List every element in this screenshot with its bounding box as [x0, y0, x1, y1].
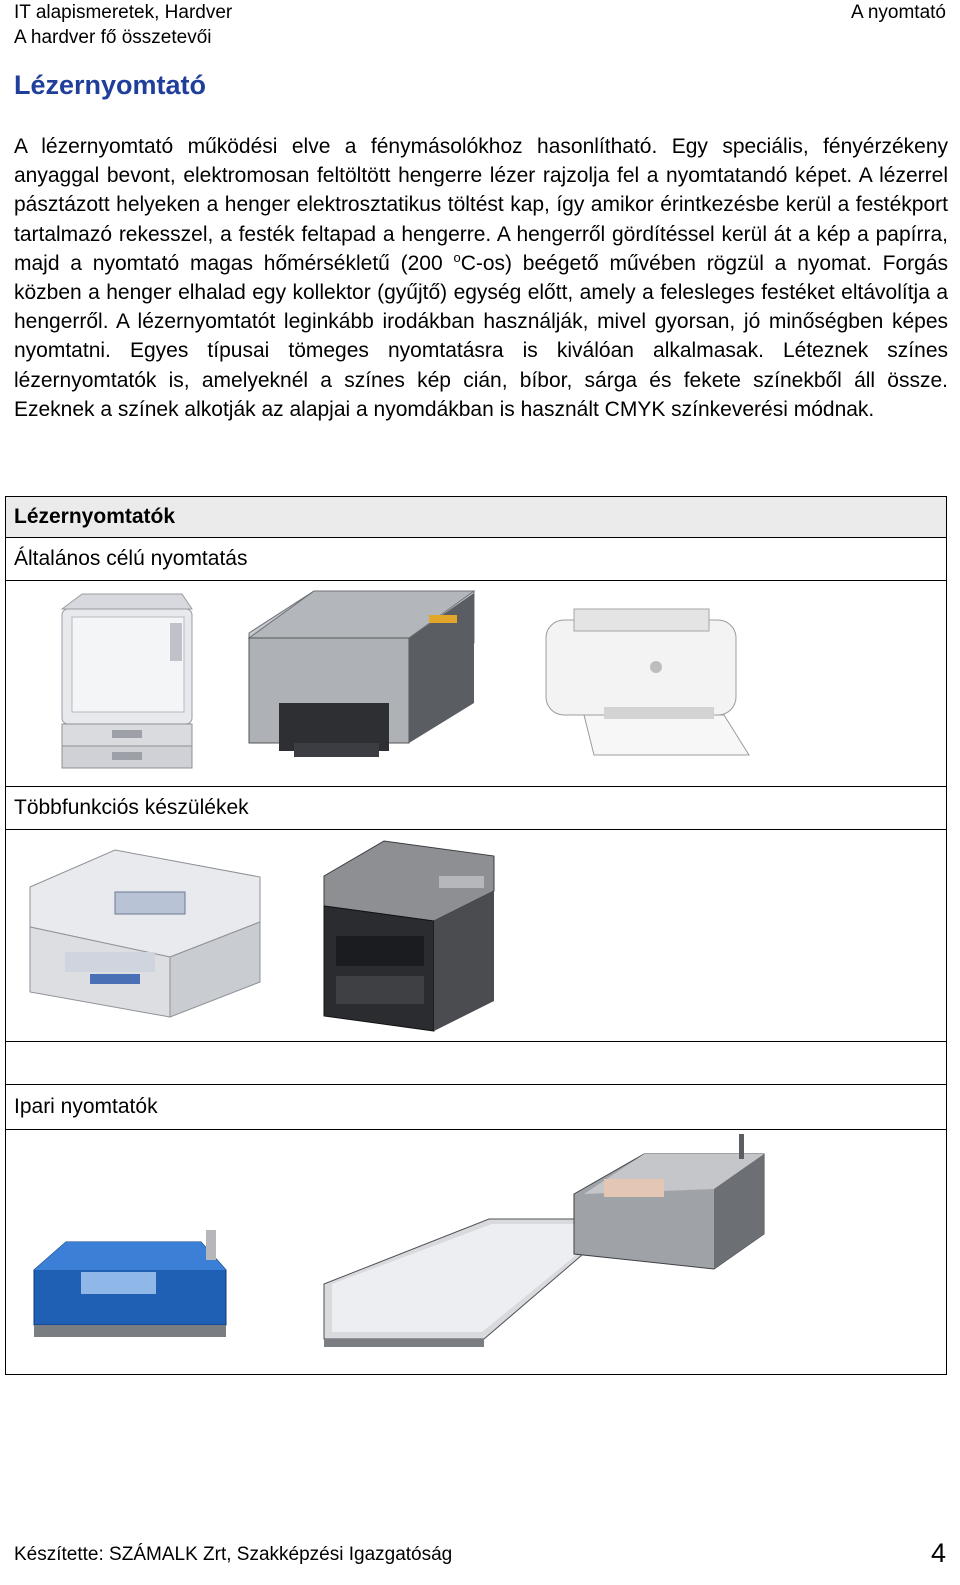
page-title: Lézernyomtató: [14, 70, 207, 100]
category-general: Általános célú nyomtatás: [6, 538, 947, 581]
category-industrial: Ipari nyomtatók: [6, 1085, 947, 1130]
table-row: [6, 787, 947, 830]
header-section: A nyomtató: [850, 2, 946, 23]
table-row: [6, 1130, 947, 1375]
printer-table: [5, 496, 947, 1375]
general-printers-images: [14, 581, 938, 786]
body-paragraph: [14, 132, 948, 424]
table-row: [6, 538, 947, 581]
hp-printer-image: [534, 605, 754, 765]
canon-printer-image: [52, 589, 202, 779]
footer-author: Készítette: SZÁMALK Zrt, Szakképzési Igazgatóság: [14, 1544, 453, 1565]
table-row: [6, 1042, 947, 1085]
table-row: [6, 830, 947, 1042]
blue-industrial-printer-image: [26, 1230, 236, 1350]
page-footer: [14, 1538, 946, 1568]
brother-mfp-image: [20, 842, 265, 1022]
table-heading-row: [6, 497, 947, 538]
header-course: IT alapismeretek, Hardver: [14, 2, 233, 23]
table-row: [6, 1085, 947, 1130]
multifunction-images: [14, 830, 938, 1041]
table-row: [6, 581, 947, 787]
header-chapter: A hardver fő összetevői: [14, 27, 212, 48]
header-left: [14, 0, 232, 50]
paragraph-part2: C-os) beégető művében rögzül a nyomat. Forgás közben a henger elhalad egy kollektor (gyűjtő) egység előtt, amely a felesleges festéket eltávolítja a hengerről. A lézernyomtatót leginkább irodákban használják, mivel gyorsan, jó minőségben képes nyomtatni. Egyes típusai tömeges nyomtatásra is kiválóan alkalmasak. Léteznek színes lézernyomtatók is, amelyeknél a színes kép cián, bíbor, sárga és fekete színekből áll össze. Ezeknek a színek alkotják az alapjai a nyomdákban is használt CMYK színkeverési módnak.: [14, 251, 948, 421]
industrial-images: [14, 1130, 938, 1374]
degree-mark: o: [453, 249, 461, 265]
flatbed-industrial-printer-image: [314, 1134, 789, 1359]
paragraph-part1: A lézernyomtató működési elve a fénymásolókhoz hasonlítható. Egy speciális, fényérzékeny anyaggal bevont, elektromosan feltöltött hengerre lézer rajzolja fel a nyomtatandó képet. A lézerrel pásztázott helyeken a henger elektrosztatikus töltést kap, így amikor érintkezésbe kerül a festékport tartalmazó rekesszel, a festék feltapad a hengerre. A hengerről gördítéssel kerül át a kép a papírra, majd a nyomtató magas hőmérsékletű (200: [14, 135, 948, 275]
samsung-mfp-image: [314, 836, 504, 1036]
table-heading: Lézernyomtatók: [14, 505, 176, 528]
page-number: 4: [930, 1538, 946, 1568]
category-multifunction: Többfunkciós készülékek: [6, 787, 947, 830]
samsung-printer-image: [239, 583, 484, 783]
